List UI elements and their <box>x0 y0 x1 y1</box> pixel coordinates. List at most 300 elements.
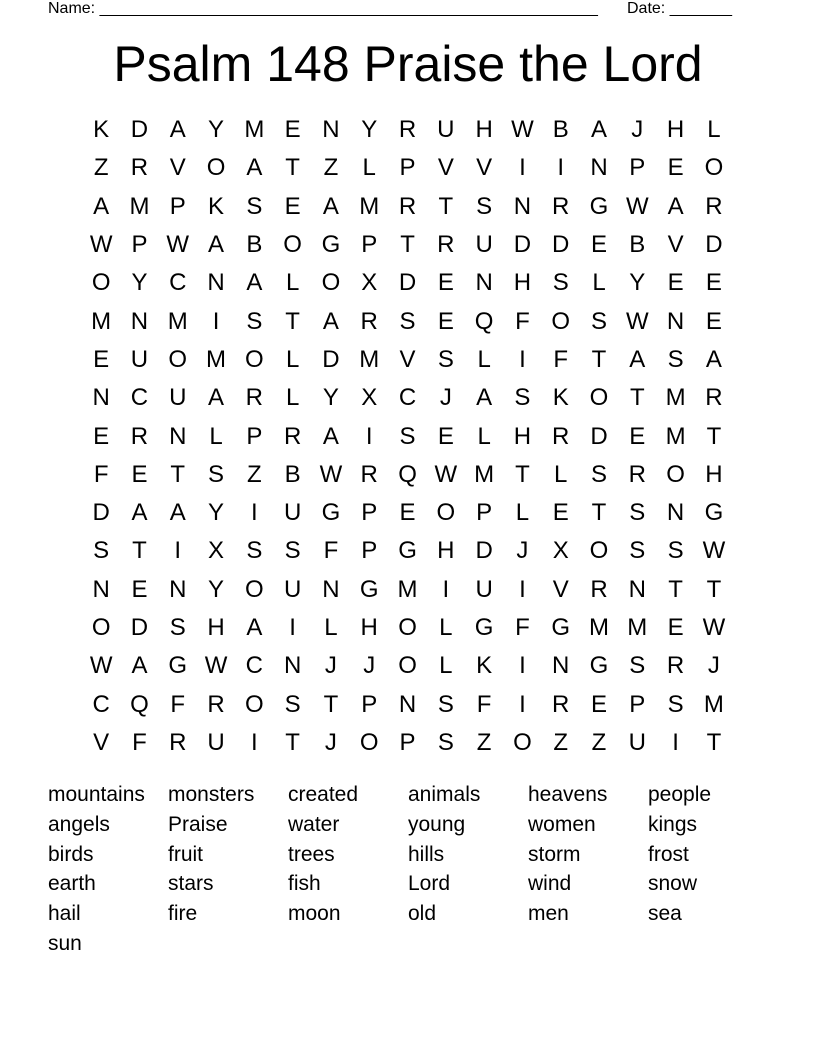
grid-letter: I <box>519 575 526 603</box>
grid-letter: X <box>361 384 378 412</box>
page-title: Psalm 148 Praise the Lord <box>113 36 703 92</box>
grid-letter: O <box>206 154 226 182</box>
grid-letter: J <box>439 384 452 412</box>
grid-letter: S <box>514 384 531 412</box>
grid-letter: G <box>474 614 494 641</box>
grid-letter: R <box>552 422 570 450</box>
grid-letter: N <box>666 499 685 527</box>
grid-letter: H <box>207 614 225 641</box>
grid-letter: S <box>246 192 263 220</box>
grid-letter: M <box>91 307 112 335</box>
grid-letter: I <box>672 728 679 756</box>
grid-letter: P <box>629 690 646 718</box>
word-list-item: trees <box>288 842 335 866</box>
grid-letter: R <box>398 116 417 144</box>
grid-letter: A <box>208 231 225 259</box>
grid-letter: H <box>705 460 723 488</box>
grid-letter: I <box>251 728 258 756</box>
grid-letter: G <box>589 652 609 680</box>
grid-letter: Z <box>323 154 339 182</box>
grid-letter: V <box>437 154 454 182</box>
grid-letter: I <box>251 499 258 527</box>
grid-letter: S <box>208 460 225 488</box>
grid-letter: F <box>170 690 186 718</box>
grid-letter: S <box>169 614 186 641</box>
grid-letter: R <box>398 192 417 220</box>
grid-letter: V <box>169 154 186 182</box>
word-list-item: earth <box>48 872 96 896</box>
grid-letter: L <box>209 422 223 450</box>
grid-letter: L <box>554 460 568 488</box>
grid-letter: O <box>704 154 724 182</box>
grid-letter: L <box>707 116 721 144</box>
grid-letter: E <box>705 307 722 335</box>
grid-letter: O <box>359 728 379 756</box>
word-list-item: storm <box>528 842 581 866</box>
grid-letter: E <box>591 231 608 259</box>
grid-letter: U <box>283 499 302 527</box>
grid-letter: L <box>285 345 300 373</box>
grid-letter: R <box>283 422 302 450</box>
grid-letter: V <box>552 575 569 603</box>
grid-letter: N <box>92 384 110 412</box>
grid-letter: E <box>437 269 454 297</box>
grid-letter: J <box>324 652 337 680</box>
grid-letter: M <box>474 460 495 488</box>
grid-letter: N <box>169 422 187 450</box>
grid-letter: N <box>628 575 646 603</box>
grid-letter: O <box>321 269 341 297</box>
grid-letter: S <box>284 690 301 718</box>
grid-letter: L <box>285 269 300 297</box>
grid-letter: E <box>284 116 301 144</box>
word-list <box>48 780 768 959</box>
grid-letter: O <box>513 728 532 756</box>
grid-letter: A <box>131 652 148 680</box>
word-list-item: fruit <box>168 842 204 866</box>
grid-letter: A <box>705 345 722 373</box>
grid-letter: O <box>245 345 264 373</box>
grid-letter: Z <box>247 460 262 488</box>
grid-letter: I <box>557 154 565 182</box>
grid-letter: U <box>207 728 225 756</box>
grid-letter: C <box>169 269 187 297</box>
grid-letter: R <box>705 384 723 412</box>
grid-letter: D <box>398 269 417 297</box>
word-list-item: monsters <box>168 783 255 806</box>
grid-letter: C <box>398 384 417 412</box>
grid-letter: E <box>705 269 722 297</box>
grid-letter: A <box>169 499 186 527</box>
grid-letter: K <box>476 652 493 680</box>
grid-letter: D <box>475 537 493 565</box>
grid-letter: J <box>324 728 337 756</box>
grid-letter: S <box>629 537 646 565</box>
grid-letter: Z <box>93 154 109 182</box>
grid-letter: A <box>629 345 646 373</box>
grid-letter: H <box>360 614 378 641</box>
grid-letter: S <box>246 307 263 335</box>
grid-letter: L <box>324 614 338 641</box>
grid-letter: R <box>207 690 225 718</box>
grid-letter: W <box>702 614 726 641</box>
grid-letter: U <box>283 575 302 603</box>
grid-letter: E <box>552 499 569 527</box>
grid-letter: W <box>511 116 534 144</box>
grid-letter: G <box>551 614 571 641</box>
grid-letter: T <box>706 728 722 756</box>
grid-letter: F <box>515 614 530 641</box>
grid-letter: P <box>361 537 378 565</box>
grid-letter: O <box>168 345 188 373</box>
word-list-item: women <box>528 812 596 836</box>
grid-letter: Z <box>476 728 492 756</box>
grid-letter: D <box>552 231 570 259</box>
grid-letter: R <box>130 154 149 182</box>
grid-letter: E <box>629 422 646 450</box>
grid-letter: R <box>437 231 455 259</box>
grid-letter: F <box>553 345 569 373</box>
grid-letter: T <box>170 460 186 488</box>
word-list-item: moon <box>288 902 341 926</box>
grid-letter: T <box>591 345 607 373</box>
grid-letter: R <box>705 192 723 220</box>
grid-letter: Y <box>208 499 225 527</box>
grid-letter: W <box>434 460 458 488</box>
grid-letter: A <box>93 192 110 220</box>
grid-letter: F <box>132 728 147 756</box>
word-list-item: mountains <box>48 783 145 806</box>
grid-letter: H <box>513 269 532 297</box>
grid-letter: E <box>591 690 608 718</box>
grid-letter: O <box>91 614 111 641</box>
grid-letter: A <box>246 154 263 182</box>
grid-letter: E <box>93 345 110 373</box>
grid-letter: L <box>285 384 300 412</box>
grid-letter: G <box>398 537 417 565</box>
grid-letter: I <box>519 154 526 182</box>
grid-letter: T <box>132 537 147 565</box>
grid-letter: M <box>244 116 265 144</box>
grid-letter: E <box>399 499 416 527</box>
grid-letter: M <box>589 614 609 641</box>
word-list-item: fish <box>288 872 321 896</box>
grid-letter: I <box>519 690 526 718</box>
grid-letter: F <box>323 537 339 565</box>
grid-letter: V <box>476 154 493 182</box>
grid-letter: E <box>284 192 301 220</box>
grid-letter: U <box>169 384 187 412</box>
grid-letter: N <box>590 154 608 182</box>
grid-letter: D <box>130 116 149 144</box>
grid-letter: S <box>437 345 454 373</box>
grid-letter: B <box>629 231 646 259</box>
word-list-item: men <box>528 902 569 926</box>
grid-letter: P <box>399 728 416 756</box>
grid-letter: A <box>322 422 339 450</box>
grid-letter: C <box>92 690 110 718</box>
grid-letter: E <box>667 614 684 641</box>
grid-letter: M <box>167 307 188 335</box>
grid-letter: T <box>285 728 300 756</box>
grid-letter: R <box>245 384 263 412</box>
header-line <box>48 0 748 22</box>
word-list-item: hail <box>48 902 81 926</box>
grid-letter: N <box>552 652 570 680</box>
grid-letter: N <box>207 269 225 297</box>
grid-letter: R <box>628 460 646 488</box>
word-list-item: old <box>408 902 437 926</box>
grid-letter: Y <box>208 116 225 144</box>
grid-letter: T <box>591 499 607 527</box>
grid-letter: T <box>438 192 454 220</box>
grid-letter: P <box>476 499 493 527</box>
grid-letter: R <box>360 460 378 488</box>
grid-letter: X <box>361 269 378 297</box>
word-list-item: snow <box>648 872 698 896</box>
grid-letter: R <box>590 575 608 603</box>
grid-letter: O <box>589 537 609 565</box>
word-list-item: wind <box>528 872 572 896</box>
grid-letter: U <box>437 116 455 144</box>
grid-letter: R <box>130 422 149 450</box>
grid-letter: I <box>289 614 296 641</box>
grid-letter: P <box>361 690 378 718</box>
grid-letter: O <box>666 460 685 488</box>
grid-letter: T <box>285 307 300 335</box>
grid-letter: I <box>519 345 526 373</box>
grid-letter: M <box>703 690 724 718</box>
grid-letter: A <box>322 192 339 220</box>
grid-letter: G <box>359 575 379 603</box>
word-list-item: stars <box>168 872 214 896</box>
grid-letter: O <box>245 575 264 603</box>
grid-letter: R <box>169 728 187 756</box>
grid-letter: R <box>552 690 570 718</box>
grid-letter: I <box>212 307 220 335</box>
grid-letter: M <box>665 422 686 450</box>
grid-letter: N <box>92 575 110 603</box>
grid-letter: A <box>246 614 263 641</box>
grid-letter: V <box>667 231 684 259</box>
grid-letter: Y <box>131 269 148 297</box>
grid-letter: T <box>706 575 722 603</box>
grid-letter: A <box>476 384 493 412</box>
grid-letter: T <box>400 231 415 259</box>
grid-letter: S <box>246 537 263 565</box>
grid-letter: Y <box>208 575 225 603</box>
grid-letter: W <box>89 652 113 680</box>
grid-letter: N <box>475 269 493 297</box>
grid-letter: H <box>475 116 493 144</box>
grid-letter: A <box>208 384 225 412</box>
grid-letter: W <box>204 652 228 680</box>
grid-letter: S <box>667 537 684 565</box>
grid-letter: S <box>591 307 608 335</box>
grid-letter: E <box>437 307 454 335</box>
grid-letter: L <box>592 269 606 297</box>
word-list-item: water <box>288 812 340 836</box>
grid-letter: F <box>93 460 109 488</box>
grid-letter: N <box>398 690 417 718</box>
grid-letter: L <box>439 614 453 641</box>
word-list-item: created <box>288 783 359 806</box>
grid-letter: P <box>399 154 416 182</box>
grid-letter: E <box>667 154 684 182</box>
grid-letter: J <box>363 652 376 680</box>
grid-letter: S <box>476 192 493 220</box>
grid-letter: M <box>129 192 150 220</box>
grid-letter: P <box>361 231 378 259</box>
grid-letter: X <box>208 537 225 565</box>
grid-letter: T <box>706 422 722 450</box>
word-list-item: fire <box>168 902 198 926</box>
grid-letter: H <box>666 116 685 144</box>
grid-letter: P <box>169 192 186 220</box>
grid-letter: S <box>399 307 416 335</box>
word-list-item: animals <box>408 783 481 806</box>
grid-letter: Y <box>322 384 339 412</box>
grid-letter: A <box>246 269 263 297</box>
grid-letter: C <box>245 652 263 680</box>
grid-letter: K <box>93 116 110 144</box>
grid-letter: V <box>399 345 416 373</box>
grid-letter: U <box>475 231 493 259</box>
grid-letter: N <box>666 307 685 335</box>
grid-letter: M <box>359 345 380 373</box>
grid-letter: J <box>707 652 720 680</box>
grid-letter: S <box>437 690 454 718</box>
grid-letter: E <box>93 422 110 450</box>
grid-letter: Q <box>398 460 417 488</box>
grid-letter: M <box>665 384 686 412</box>
grid-letter: T <box>629 384 645 412</box>
grid-letter: R <box>666 652 685 680</box>
grid-letter: L <box>515 499 530 527</box>
grid-letter: Y <box>361 116 378 144</box>
grid-letter: O <box>398 614 417 641</box>
grid-letter: U <box>130 345 149 373</box>
grid-letter: Y <box>629 269 646 297</box>
grid-letter: D <box>322 345 340 373</box>
grid-letter: M <box>627 614 648 641</box>
word-list-item: Praise <box>168 812 228 836</box>
grid-letter: H <box>513 422 532 450</box>
grid-letter: M <box>206 345 227 373</box>
grid-letter: N <box>283 652 302 680</box>
grid-letter: P <box>361 499 378 527</box>
grid-letter: T <box>285 154 300 182</box>
grid-letter: G <box>321 499 341 527</box>
grid-letter: W <box>702 537 726 565</box>
grid-letter: T <box>515 460 530 488</box>
grid-letter: G <box>168 652 188 680</box>
grid-letter: Z <box>553 728 569 756</box>
grid-letter: O <box>91 269 111 297</box>
grid-letter: X <box>552 537 569 565</box>
word-list-item: Lord <box>408 872 451 896</box>
grid-letter: H <box>437 537 455 565</box>
grid-letter: D <box>513 231 532 259</box>
grid-letter: D <box>92 499 110 527</box>
grid-letter: B <box>552 116 569 144</box>
grid-letter: U <box>475 575 493 603</box>
grid-letter: O <box>551 307 571 335</box>
grid-letter: Z <box>591 728 607 756</box>
grid-letter: R <box>360 307 378 335</box>
grid-letter: J <box>631 116 644 144</box>
word-list-item: sea <box>648 902 682 926</box>
grid-letter: L <box>477 422 491 450</box>
grid-letter: E <box>437 422 454 450</box>
grid-letter: P <box>131 231 148 259</box>
grid-letter: G <box>321 231 341 259</box>
grid-letter: N <box>322 575 340 603</box>
grid-letter: W <box>625 192 649 220</box>
grid-letter: I <box>174 537 182 565</box>
name-field-label: Name: ________________________________________________________ <box>48 0 598 17</box>
grid-letter: T <box>323 690 339 718</box>
grid-letter: L <box>477 345 491 373</box>
grid-letter: W <box>625 307 649 335</box>
grid-letter: T <box>668 575 683 603</box>
letter-grid <box>82 111 733 762</box>
grid-letter: B <box>246 231 263 259</box>
grid-letter: U <box>628 728 646 756</box>
grid-letter: W <box>89 231 113 259</box>
word-list-item: young <box>408 812 466 836</box>
grid-letter: S <box>629 652 646 680</box>
grid-letter: J <box>516 537 529 565</box>
grid-letter: V <box>93 728 110 756</box>
grid-letter: K <box>208 192 225 220</box>
grid-letter: O <box>245 690 264 718</box>
grid-letter: S <box>667 345 684 373</box>
grid-letter: D <box>590 422 608 450</box>
word-list-item: birds <box>48 842 94 866</box>
grid-letter: N <box>322 116 340 144</box>
grid-letter: N <box>130 307 149 335</box>
grid-letter: S <box>552 269 569 297</box>
word-list-item: sun <box>48 931 82 955</box>
grid-letter: C <box>130 384 149 412</box>
grid-letter: S <box>629 499 646 527</box>
word-list-item: heavens <box>528 783 608 806</box>
grid-letter: S <box>591 460 608 488</box>
grid-letter: L <box>439 652 453 680</box>
grid-letter: D <box>130 614 149 641</box>
grid-letter: N <box>169 575 187 603</box>
grid-letter: B <box>284 460 301 488</box>
grid-letter: E <box>667 269 684 297</box>
word-list-item: kings <box>648 812 698 836</box>
grid-letter: S <box>284 537 301 565</box>
grid-letter: G <box>704 499 724 527</box>
grid-letter: K <box>552 384 569 412</box>
grid-letter: S <box>93 537 110 565</box>
grid-letter: I <box>365 422 373 450</box>
grid-letter: R <box>552 192 570 220</box>
grid-letter: N <box>513 192 532 220</box>
grid-letter: W <box>166 231 190 259</box>
grid-letter: F <box>515 307 530 335</box>
grid-letter: A <box>667 192 684 220</box>
grid-letter: S <box>399 422 416 450</box>
grid-letter: S <box>437 728 454 756</box>
grid-letter: A <box>131 499 148 527</box>
grid-letter: M <box>359 192 380 220</box>
word-list-item: frost <box>648 842 689 866</box>
